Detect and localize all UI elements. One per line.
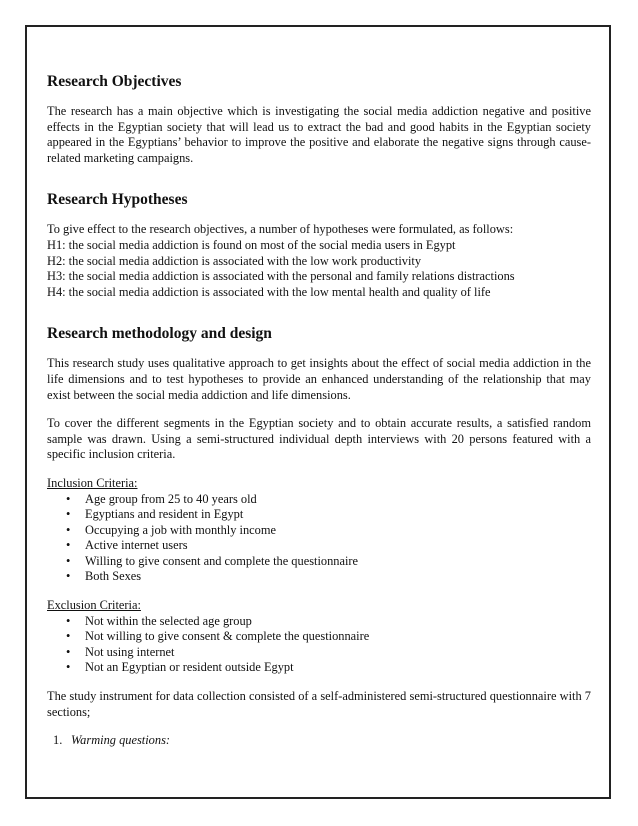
methodology-paragraph-2: To cover the different segments in the Egyptian society and to obtain accurate results, a satisfied random sample was drawn. Using a semi-structured individual depth interviews with 20 persons featured with a specific inclusion criteria. [47,416,591,462]
objectives-heading: Research Objectives [47,73,182,90]
list-item: • Egyptians and resident in Egypt [47,507,591,523]
list-item: • Age group from 25 to 40 years old [47,492,591,508]
methodology-heading: Research methodology and design [47,325,272,343]
list-item: • Occupying a job with monthly income [47,523,591,539]
document-body [47,72,591,749]
hypotheses-intro: To give effect to the research objectives, a number of hypotheses were formulated, as follows: [47,222,514,237]
sections-numbered-list [47,733,591,749]
list-item: • Willing to give consent and complete the questionnaire [47,554,591,570]
methodology-paragraph-3: The study instrument for data collection consisted of a self-administered semi-structured questionnaire with 7 sections; [47,689,591,719]
list-item: • Not willing to give consent & complete the questionnaire [47,629,591,645]
inclusion-criteria-label: Inclusion Criteria: [47,475,138,490]
methodology-paragraph-1: This research study uses qualitative approach to get insights about the effect of social media addiction in the life dimensions and to test hypotheses to provide an enhanced understanding of the relationship that may exist between the social media addiction and life dimensions. [47,356,591,402]
inclusion-criteria-list [47,492,591,586]
hypothesis-h1: H1: the social media addiction is found on most of the social media users in Egypt [47,237,456,252]
hypotheses-heading: Research Hypotheses [47,191,188,209]
list-item: • Active internet users [47,538,591,554]
list-item: • Not an Egyptian or resident outside Egypt [47,660,591,676]
hypothesis-h3: H3: the social media addiction is associated with the personal and family relations distractions [47,269,515,284]
list-item: • Not using internet [47,645,591,661]
hypotheses-list [47,222,591,300]
hypothesis-h4: H4: the social media addiction is associated with the low mental health and quality of life [47,284,491,299]
hypothesis-h2: H2: the social media addiction is associated with the low work productivity [47,253,422,268]
exclusion-criteria-label: Exclusion Criteria: [47,598,141,613]
list-item: • Not within the selected age group [47,614,591,630]
objectives-paragraph: The research has a main objective which is investigating the social media addiction negative and positive effects in the Egyptian society that will lead us to extract the bad and good habits in the Egyptian society appeared in the Egyptians’ behavior to improve the positive and elaborate the negative signs through cause-related marketing campaigns. [47,104,591,165]
list-item: • Both Sexes [47,569,591,585]
list-number: 1. [53,733,63,748]
list-item [47,733,591,749]
list-item-text: Warming questions: [71,733,171,748]
exclusion-criteria-list [47,614,591,676]
